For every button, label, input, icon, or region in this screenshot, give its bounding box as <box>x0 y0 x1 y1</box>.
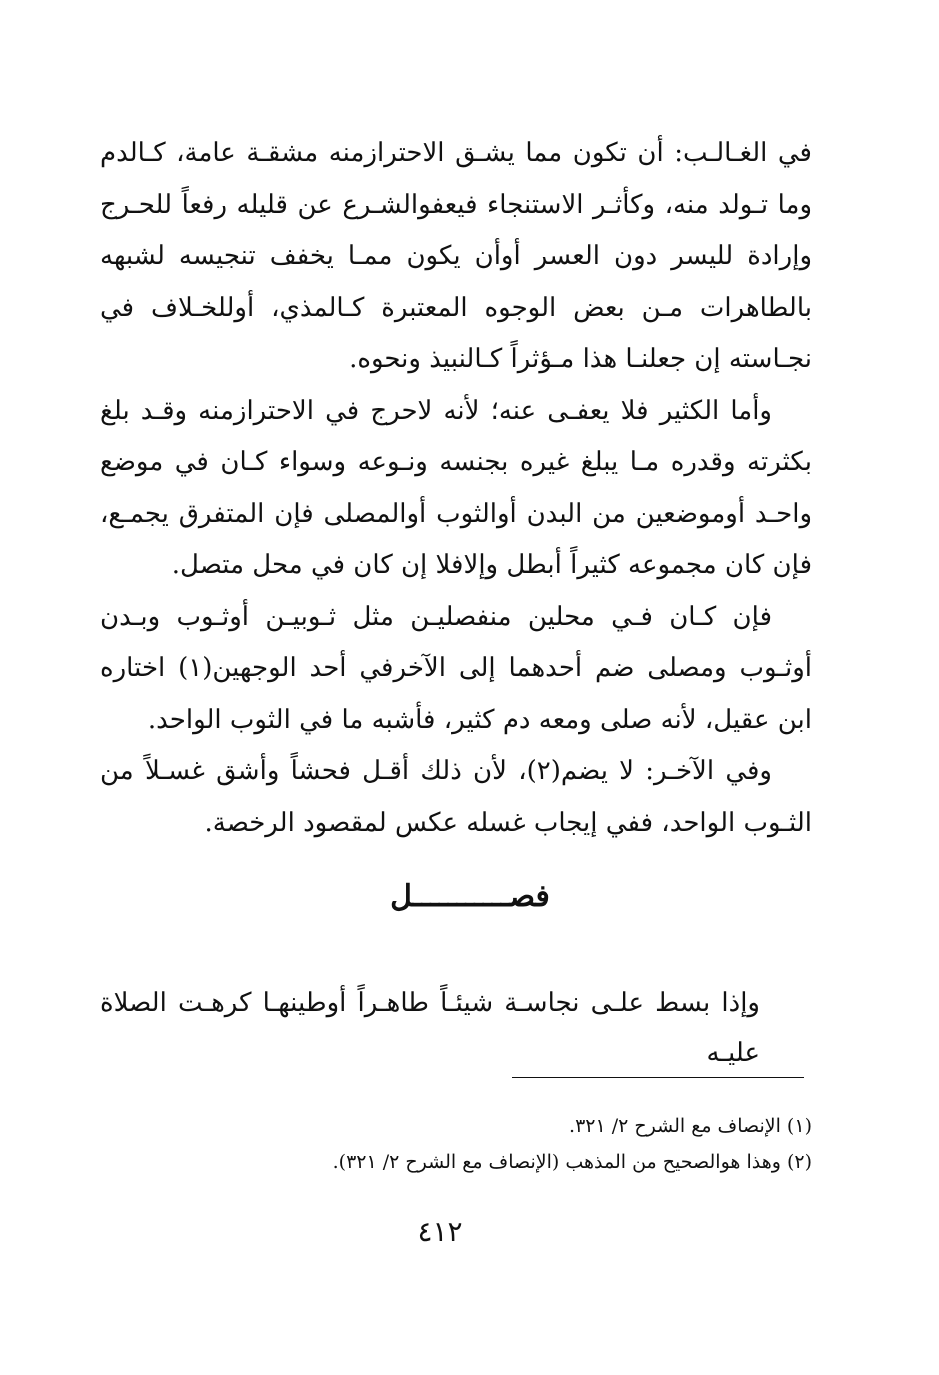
page-number: ٤١٢ <box>417 1215 463 1248</box>
footnote-divider <box>512 1077 804 1078</box>
paragraph-3: فإن كـان فـي محلين منفصليـن مثل ثـوبيـن أوثـوب وبـدن أوثـوب ومصلى ضم أحدهما إلى الآخرفي أحد الوجهين(١) اختاره ابن عقيل، لأنه صلى ومعه دم كثير، فأشبه ما في الثوب الواحد. <box>100 601 813 735</box>
footnote-2: (٢) وهذا هوالصحيح من المذهب (الإنصاف مع الشرح ٢/ ٣٢١). <box>332 1151 812 1173</box>
footnotes <box>200 1108 812 1180</box>
paragraph-1: في الغـالـب: أن تكون مما يشـق الاحترازمنه مشقـة عامة، كـالدم وما تـولد منه، وكأثـر الاستنجاء فيعفوالشـرع عن قليله رفعاً للحـرج وإرادة لليسر دون العسر أوأن يكون ممـا يخفف تنجيسه لشبهه بالطاهرات مـن بعض الوجوه المعتبرة كـالمذي، أوللخـلاف في نجـاسته إن جعلنـا هذا مـؤثراً كـالنبيذ ونحوه. <box>100 138 812 374</box>
paragraph-4: وفي الآخـر: لا يضم(٢)، لأن ذلك أقـل فحشاً وأشق غسـلاً من الثـوب الواحد، ففي إيجاب غسله عكس لمقصود الرخصة. <box>100 756 812 838</box>
continuation-line: وإذا بسط علـى نجاسـة شيئـاً طاهـراً أوطينهـا كرهـت الصلاة عليـه <box>100 988 760 1068</box>
footnote-1: (١) الإنصاف مع الشرح ٢/ ٣٢١. <box>569 1115 812 1137</box>
section-heading: فصـــــــــــل <box>390 879 550 914</box>
paragraph-2: وأما الكثير فلا يعفـى عنه؛ لأنه لاحرج في الاحترازمنه وقـد بلغ بكثرته وقدره مـا يبلغ غيره بجنسه ونـوعه وسواء كـان في موضع واحـد أوموضعين من البدن أوالثوب أوالمصلى فإن المتفرق يجمـع، فإن كان مجموعه كثيراً أبطل وإلافلا إن كان في محل متصل. <box>100 395 812 580</box>
main-text-block <box>100 128 812 849</box>
